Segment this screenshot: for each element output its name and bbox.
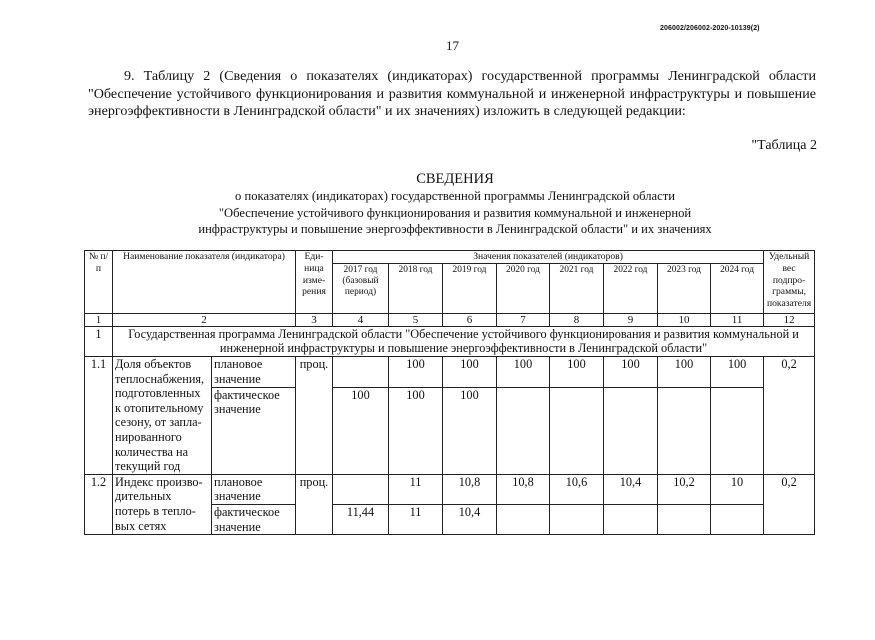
fact-value: [658, 504, 711, 534]
column-number: 6: [443, 313, 497, 326]
fact-value: [497, 387, 550, 474]
indicator-num: 1.2: [85, 474, 113, 534]
table-heading: [150, 171, 760, 238]
intro-paragraph: [88, 68, 816, 121]
fact-label: фактическое значение: [212, 504, 296, 534]
heading-line-3: инфраструктуры и повышение энергоэффективности в Ленинградской области" и их значениях: [198, 222, 712, 236]
fact-value: 11: [389, 504, 443, 534]
header-num: № п/п: [85, 251, 113, 314]
fact-value: [711, 504, 764, 534]
plan-value: [333, 474, 389, 504]
plan-value: 11: [389, 474, 443, 504]
fact-value: 11,44: [333, 504, 389, 534]
column-number: 4: [333, 313, 389, 326]
plan-value: 100: [711, 356, 764, 387]
indicator-unit: проц.: [296, 474, 333, 534]
indicator-weight: 0,2: [764, 356, 815, 474]
header-year: 2024 год: [711, 263, 764, 313]
header-unit: Еди-ница изме-рения: [296, 251, 333, 314]
heading-line-1: о показателях (индикаторах) государственной программы Ленинградской области: [235, 189, 675, 203]
plan-label: плановое значение: [212, 356, 296, 387]
plan-value: 100: [443, 356, 497, 387]
column-number: 7: [497, 313, 550, 326]
indicator-name: Индекс произво-дительных потерь в тепло-вых сетях: [113, 474, 212, 534]
plan-value: 10,4: [604, 474, 658, 504]
column-number: 12: [764, 313, 815, 326]
header-year: 2017 год (базовый период): [333, 263, 389, 313]
column-number: 1: [85, 313, 113, 326]
table-label: "Таблица 2: [751, 138, 817, 153]
heading-line-2: "Обеспечение устойчивого функционирования и развития коммунальной и инженерной: [218, 205, 692, 220]
fact-value: [604, 387, 658, 474]
fact-label: фактическое значение: [212, 387, 296, 474]
indicator-weight: 0,2: [764, 474, 815, 534]
indicator-num: 1.1: [85, 356, 113, 474]
plan-value: 10: [711, 474, 764, 504]
indicators-table: [84, 250, 815, 535]
header-year: 2022 год: [604, 263, 658, 313]
fact-value: [604, 504, 658, 534]
header-weight: Удельный вес подпро-граммы, показателя: [764, 251, 815, 314]
fact-value: [658, 387, 711, 474]
fact-value: [550, 387, 604, 474]
column-number: 3: [296, 313, 333, 326]
plan-value: 10,2: [658, 474, 711, 504]
program-num: 1: [85, 326, 113, 356]
column-number: 2: [113, 313, 296, 326]
indicator-name: Доля объектов теплоснабжения, подготовленных к отопительному сезону, от запла-нированного количества на текущий год: [113, 356, 212, 474]
plan-value: 10,8: [443, 474, 497, 504]
fact-value: 100: [389, 387, 443, 474]
column-number: 9: [604, 313, 658, 326]
header-year: 2023 год: [658, 263, 711, 313]
header-values-group: Значения показателей (индикаторов): [333, 251, 764, 264]
plan-value: 100: [658, 356, 711, 387]
fact-value: [550, 504, 604, 534]
header-year: 2020 год: [497, 263, 550, 313]
header-year: 2019 год: [443, 263, 497, 313]
intro-text: 9. Таблицу 2 (Сведения о показателях (индикаторах) государственной программы Ленинградской области "Обеспечение устойчивого функционирования и развития коммунальной и инженерной инфраструктуры и повышение энергоэффективности в Ленинградской области" и их значениях) изложить в следующей редакции:: [88, 68, 816, 119]
header-name: Наименование показателя (индикатора): [113, 251, 296, 314]
document-id: 206002/206002-2020-10139(2): [660, 25, 760, 32]
column-number: 5: [389, 313, 443, 326]
plan-label: плановое значение: [212, 474, 296, 504]
indicator-unit: проц.: [296, 356, 333, 474]
heading-title: СВЕДЕНИЯ: [416, 171, 494, 187]
fact-value: 100: [333, 387, 389, 474]
plan-value: 100: [497, 356, 550, 387]
plan-value: 10,8: [497, 474, 550, 504]
plan-value: 100: [550, 356, 604, 387]
plan-value: 100: [389, 356, 443, 387]
fact-value: [497, 504, 550, 534]
fact-value: 100: [443, 387, 497, 474]
page-number: 17: [446, 38, 459, 53]
header-year: 2018 год: [389, 263, 443, 313]
fact-value: [711, 387, 764, 474]
header-year: 2021 год: [550, 263, 604, 313]
plan-value: [333, 356, 389, 387]
column-number: 10: [658, 313, 711, 326]
column-number: 8: [550, 313, 604, 326]
fact-value: 10,4: [443, 504, 497, 534]
column-number: 11: [711, 313, 764, 326]
plan-value: 10,6: [550, 474, 604, 504]
program-title: Государственная программа Ленинградской области "Обеспечение устойчивого функционирования и развития коммунальной и инженерной инфраструктуры и повышение энергоэффективности в Ленинградской области": [113, 326, 815, 356]
plan-value: 100: [604, 356, 658, 387]
